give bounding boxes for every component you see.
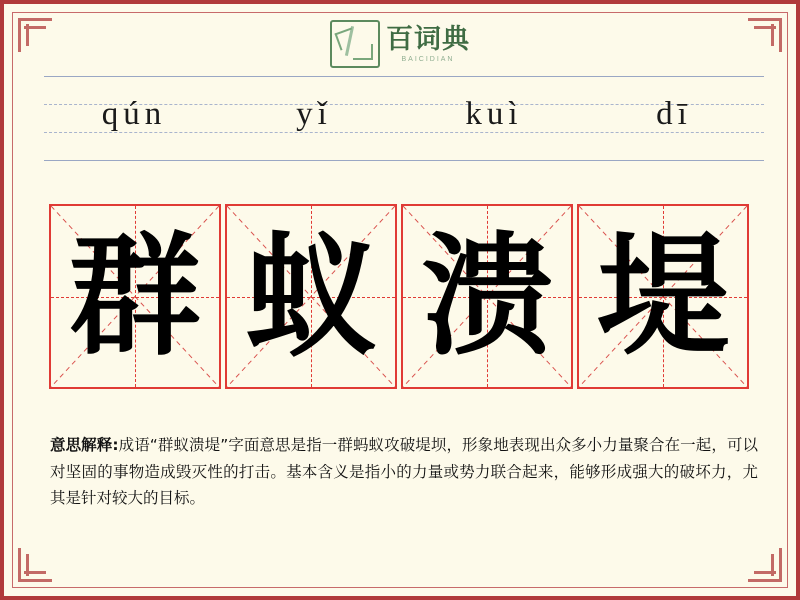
pinyin-cell: yǐ <box>296 95 332 132</box>
pinyin-cell: dī <box>656 95 692 132</box>
explanation-label: 意思解释: <box>50 436 119 454</box>
character-grid <box>49 204 749 389</box>
explanation-text: 成语“群蚁溃堤”字面意思是指一群蚂蚁攻破堤坝，形象地表现出众多小力量聚合在一起，可以对坚固的事物造成毁灭性的打击。基本含义是指小的力量或势力联合起来，能够形成强大的破坏力，尤其是针对较大的目标。 <box>50 436 758 508</box>
character-glyph: 溃 <box>421 219 553 374</box>
pinyin-cell: qún <box>101 95 167 132</box>
logo-subtitle: BAICIDIAN <box>401 55 455 63</box>
site-logo[interactable] <box>330 20 470 68</box>
corner-ornament-top-left <box>18 18 52 52</box>
corner-ornament-bottom-left <box>18 548 52 582</box>
logo-title: 百词典 <box>386 23 470 55</box>
explanation-block <box>50 432 758 512</box>
tianzige-cell <box>401 204 573 389</box>
tianzige-cell <box>49 204 221 389</box>
tianzige-cell <box>225 204 397 389</box>
staff-line-bottom <box>44 160 764 161</box>
character-glyph: 蚁 <box>245 219 377 374</box>
character-glyph: 群 <box>69 219 201 374</box>
logo-text <box>386 23 470 63</box>
pinyin-row <box>44 76 764 160</box>
corner-ornament-top-right <box>748 18 782 52</box>
character-glyph: 堤 <box>597 219 729 374</box>
pinyin-cell: kuì <box>465 95 523 132</box>
pinyin-staff <box>44 76 764 168</box>
tianzige-cell <box>577 204 749 389</box>
seal-logo-icon <box>330 20 380 68</box>
corner-ornament-bottom-right <box>748 548 782 582</box>
